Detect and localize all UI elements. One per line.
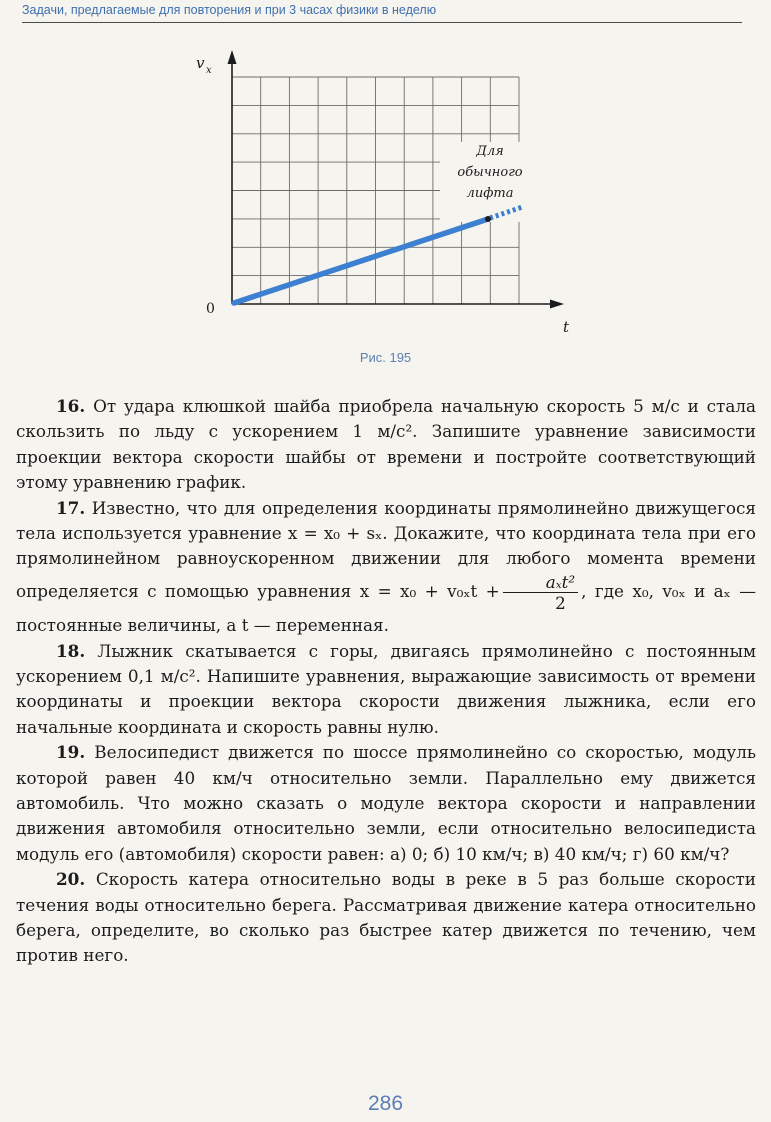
problem-18-text: Лыжник скатывается с горы, двигаясь прямолинейно с постоянным ускорением 0,1 м/с². Напишите уравнения, выражающие зависимость от времени координаты и проекции вектора скорости движения лыжника, если его начальные координата и скорость равны нулю. [16, 640, 756, 737]
problem-16 [16, 394, 756, 496]
x-axis-label: t [563, 318, 570, 336]
fraction-denominator: 2 [555, 593, 566, 613]
problem-19-number: 19. [56, 742, 86, 763]
y-axis-arrow-icon [228, 50, 237, 64]
problem-18-number: 18. [56, 640, 86, 661]
page-number: 286 [367, 1092, 404, 1115]
y-axis-label-subscript: x [206, 65, 212, 76]
running-header: Задачи, предлагаемые для повторения и при 3 часах физики в неделю [22, 3, 742, 23]
problem-16-text: От удара клюшкой шайба приобрела начальную скорость 5 м/с и стала скользить по льду с ускорением 1 м/с². Запишите уравнение зависимости проекции вектора скорости шайбы от времени и постройте соответствующий этому уравнению график. [16, 396, 756, 493]
problem-17-number: 17. [56, 497, 86, 518]
problem-20-number: 20. [56, 869, 86, 890]
x-axis-arrow-icon [550, 300, 564, 309]
annotation-line-1: Для [476, 144, 504, 159]
problem-16-number: 16. [56, 396, 86, 416]
problem-18 [16, 639, 756, 741]
problem-19-text: Велосипедист движется по шоссе прямолинейно со скоростью, модуль которой равен 40 км/ч относительно земли. Параллельно ему движется автомобиль. Что можно сказать о модуле вектора скорости и направлении движения автомобиля относительно земли, если относительно велосипедиста модуль его (автомобиля) скорости равен: а) 0; б) 10 км/ч; в) 40 км/ч; г) 60 км/ч? [16, 742, 756, 864]
velocity-time-graph [190, 42, 590, 342]
problem-20-text: Скорость катера относительно воды в реке в 5 раз больше скорости течения воды относительно берега. Рассматривая движение катера относительно берега, определите, во сколько раз быстрее катер движется по течению, чем против него. [16, 869, 756, 966]
y-axis-label: v [196, 54, 205, 72]
problem-20 [16, 867, 756, 969]
problem-17 [16, 496, 756, 639]
endpoint-marker [485, 216, 491, 222]
figure-caption: Рис. 195 [359, 350, 412, 365]
fraction-numerator: aₓt² [503, 572, 578, 593]
velocity-line [234, 219, 488, 303]
problems-text [16, 394, 756, 969]
annotation-line-3: лифта [466, 186, 514, 201]
origin-label: 0 [206, 301, 215, 317]
problem-17-text-part1: Известно, что для определения координаты прямолинейно движущегося тела используется уравнение x = x₀ + sₓ. Докажите, что координата тела при его прямолинейном равноускоренном движении для любого момента времени определяется с помощью уравнения x = x₀ + v₀ₓt + [16, 497, 756, 601]
problem-17-text-part2: , где x₀, v₀ₓ и aₓ — постоянные величины, а t — переменная. [16, 581, 756, 636]
annotation-line-2: обычного [457, 165, 523, 180]
problem-17-fraction [503, 572, 578, 613]
problem-19 [16, 740, 756, 867]
